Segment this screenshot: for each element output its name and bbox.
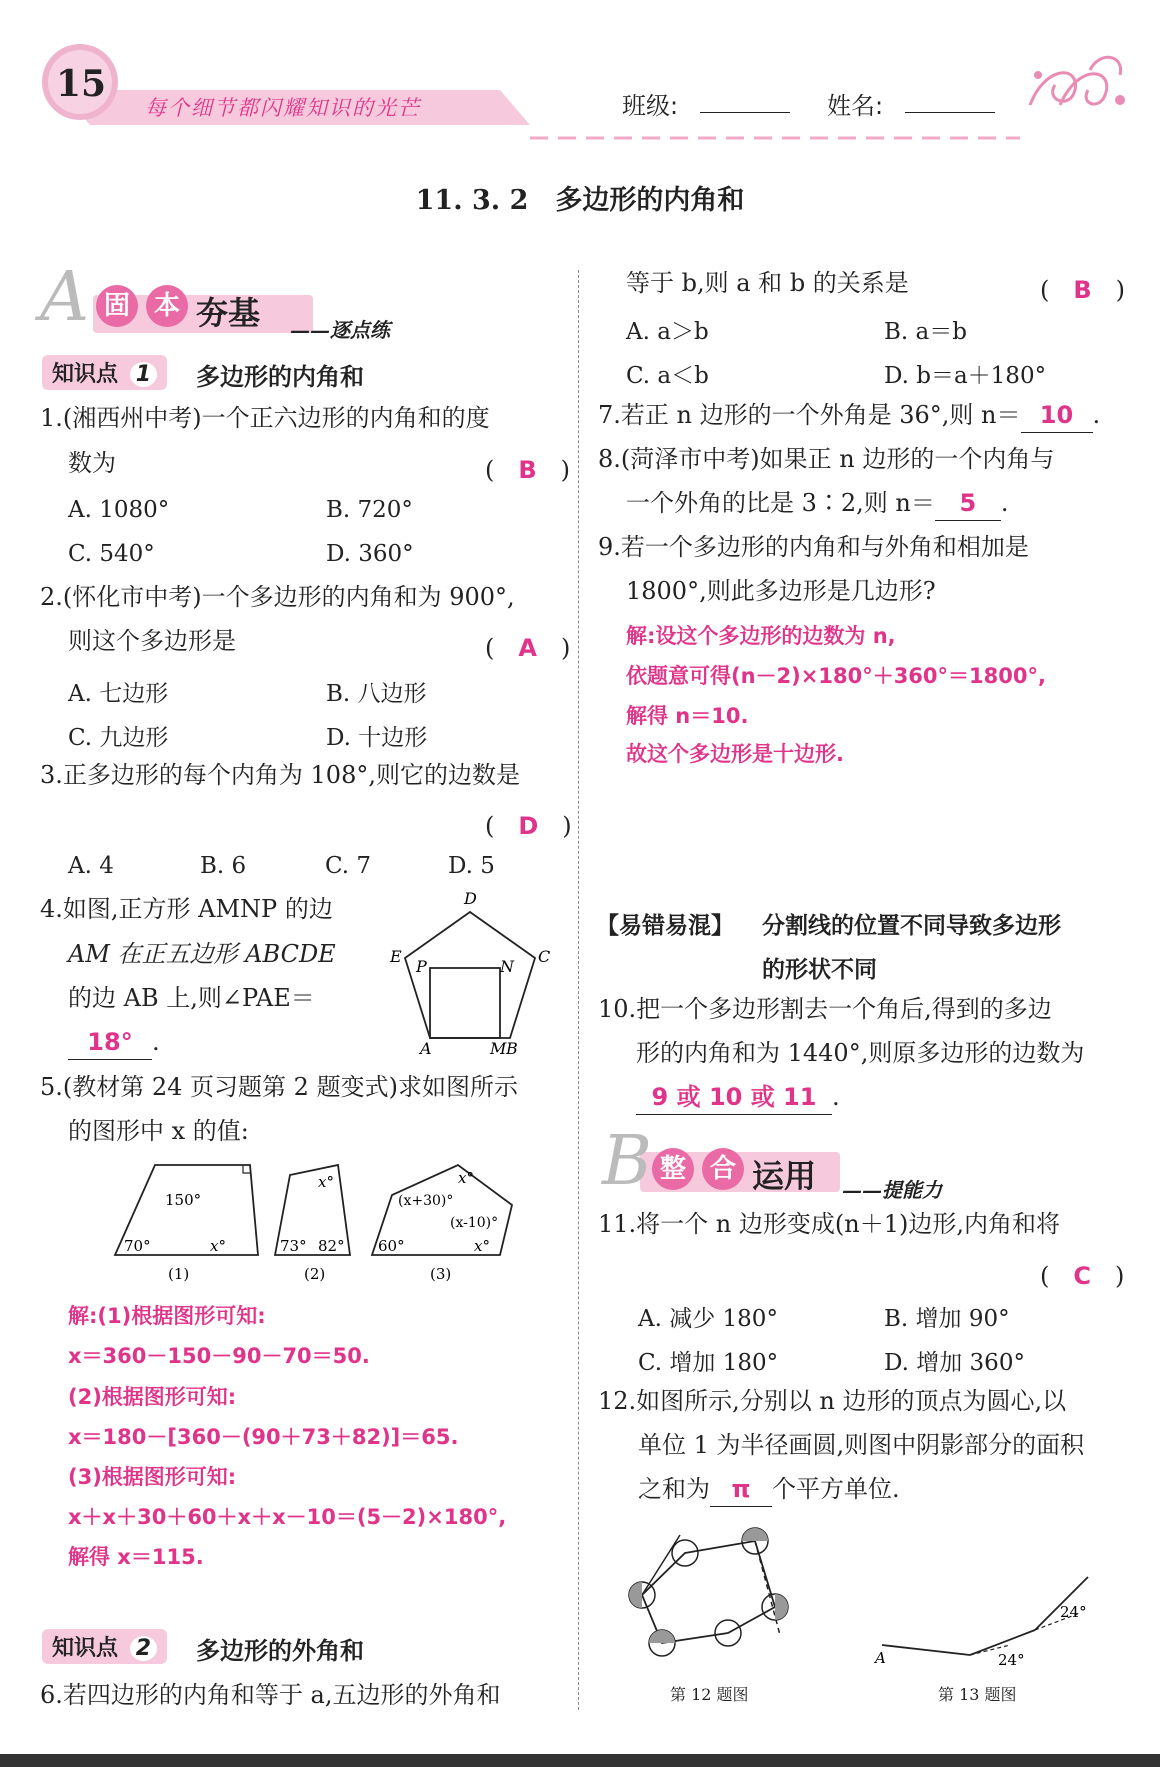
q10-line1: 10.把一个多边形割去一个角后,得到的多边 [598,995,1052,1023]
q11-option-c: C. 增加 180° [638,1350,779,1376]
q12-line1: 12.如图所示,分别以 n 边形的顶点为圆心,以 [598,1387,1067,1415]
fig3-angle-x-top: x° [458,1169,474,1187]
q6-answer: B [1073,276,1092,304]
q9-solution-2: 依题意可得(n－2)×180°＋360°＝1800°, [626,664,1046,688]
q5-line2: 的图形中 x 的值: [68,1117,249,1145]
section-a-subtitle: ——逐点练 [290,318,390,342]
q1-option-a: A. 1080° [68,497,170,523]
fig3-angle-x10: (x-10)° [450,1215,499,1231]
q11-line1: 11.将一个 n 边形变成(n＋1)边形,内角和将 [598,1210,1060,1238]
q3-answer: D [518,812,539,840]
bottom-edge [0,1754,1160,1767]
mistake-tag: 【易错易混】 [596,913,734,939]
section-a-char1: 固 [96,285,138,327]
knowledge-point-2-badge: 知识点 2 [42,1629,167,1664]
q2-option-b: B. 八边形 [326,681,427,707]
q6-option-b: B. a＝b [884,319,967,345]
q4-label-d: D [464,890,477,908]
q1-answer: B [518,456,537,484]
f13-angle-bottom: 24° [998,1651,1025,1669]
q4-label-n: N [500,957,514,976]
section-a-char2: 本 [146,285,188,327]
q8-line1: 8.(菏泽市中考)如果正 n 边形的一个内角与 [598,445,1055,473]
q5-line1: 5.(教材第 24 页习题第 2 题变式)求如图所示 [40,1073,518,1101]
q12-figure-polygon-circles [620,1515,810,1665]
q4-label-p: P [416,957,427,976]
q4-line2: AM 在正五边形 ABCDE [68,940,336,968]
q7-line: 7.若正 n 边形的一个外角是 36°,则 n＝ 10 . [598,398,1100,433]
q3-answer-box: ( D ) [485,812,572,840]
q4-label-m: M [490,1039,507,1055]
fig2-angle-73: 73° [280,1237,307,1255]
q9-solution-4: 故这个多边形是十边形. [626,742,844,766]
q5-solution-4: x＝180－[360－(90＋73＋82)]＝65. [68,1425,459,1449]
q1-answer-box: ( B ) [485,456,571,484]
flourish-icon [1020,45,1135,125]
page-number: 15 [55,63,107,105]
q1-line2: 数为 [68,449,116,477]
q8-line2: 一个外角的比是 3∶2,则 n＝ 5 . [626,486,1009,521]
q6-answer-box: ( B ) [1040,276,1126,304]
q4-label-e: E [390,947,402,966]
q2-line1: 2.(怀化市中考)一个多边形的内角和为 900°, [40,583,515,611]
class-blank[interactable] [700,112,790,113]
mistake-line1: 分割线的位置不同导致多边形 [762,913,1061,939]
knowledge-point-2-title: 多边形的外角和 [196,1637,364,1665]
fig3-caption: (3) [430,1265,452,1283]
q1-option-c: C. 540° [68,541,155,567]
q3-option-c: C. 7 [325,853,372,879]
q5-solution-1: 解:(1)根据图形可知: [68,1304,266,1328]
q5-solution-6: x＋x＋30＋60＋x＋x－10＝(5－2)×180°, [68,1505,507,1529]
q3-option-b: B. 6 [200,853,247,879]
q6-line2: 等于 b,则 a 和 b 的关系是 [626,269,909,297]
section-b-subtitle: ——提能力 [842,1178,942,1202]
q11-option-d: D. 增加 360° [884,1350,1025,1376]
q12-line3: 之和为 π 个平方单位. [638,1472,900,1507]
q12-line2: 单位 1 为半径画圆,则图中阴影部分的面积 [638,1431,1085,1459]
q7-answer[interactable]: 10 [1021,398,1093,433]
q2-option-d: D. 十边形 [326,725,428,751]
q1-option-d: D. 360° [326,541,414,567]
q4-label-c: C [538,947,551,966]
q3-option-a: A. 4 [68,853,114,879]
q9-solution-3: 解得 n＝10. [626,704,749,728]
name-blank[interactable] [905,112,995,113]
q10-answer[interactable]: 9 或 10 或 11 [636,1080,832,1115]
q2-option-c: C. 九边形 [68,725,169,751]
q2-line2: 则这个多边形是 [68,627,236,655]
q4-answer[interactable]: 18° [68,1025,152,1060]
section-b-char2: 合 [702,1148,744,1190]
fig3-angle-x30: (x+30)° [398,1193,454,1209]
q5-solution-5: (3)根据图形可知: [68,1465,237,1489]
q5-solution-3: (2)根据图形可知: [68,1385,237,1409]
fig1-angle-70: 70° [124,1237,151,1255]
q9-solution-1: 解:设这个多边形的边数为 n, [626,624,896,648]
q1-line1: 1.(湘西州中考)一个正六边形的内角和的度 [40,404,490,432]
knowledge-point-1-title: 多边形的内角和 [196,363,364,391]
q2-option-a: A. 七边形 [68,681,169,707]
q5-solution-2: x＝360－150－90－70＝50. [68,1344,370,1368]
column-divider [578,270,579,1710]
header-banner [0,30,1160,140]
q5-figures [110,1155,530,1285]
q6-line1: 6.若四边形的内角和等于 a,五边形的外角和 [40,1681,501,1709]
header-slogan: 每个细节都闪耀知识的光芒 [145,96,421,120]
figure-12-caption: 第 12 题图 [670,1685,749,1704]
q9-line2: 1800°,则此多边形是几边形? [626,577,936,605]
q11-answer-box: ( C ) [1040,1262,1125,1290]
q2-answer: A [518,634,537,662]
q2-answer-box: ( A ) [485,634,571,662]
section-a-title: 夯基 [196,294,261,332]
fig1-angle-x: x° [210,1237,226,1255]
q4-label-b: B [506,1039,518,1055]
q10-answer-line: 9 或 10 或 11 . [636,1080,840,1115]
fig1-angle-150: 150° [165,1191,202,1209]
q3-line1: 3.正多边形的每个内角为 108°,则它的边数是 [40,761,520,789]
q4-line3: 的边 AB 上,则∠PAE＝ [68,984,315,1012]
f13-angle-top: 24° [1060,1603,1087,1621]
section-b-letter: B [602,1122,652,1201]
figure-13-caption: 第 13 题图 [938,1685,1017,1704]
name-label: 姓名: [827,92,884,120]
fig2-angle-82: 82° [318,1237,345,1255]
q10-line2: 形的内角和为 1440°,则原多边形的边数为 [636,1039,1085,1067]
q6-option-a: A. a＞b [626,319,709,345]
q4-line1: 4.如图,正方形 AMNP 的边 [40,895,333,923]
q1-option-b: B. 720° [326,497,413,523]
q4-label-a: A [420,1039,432,1055]
q6-option-d: D. b＝a＋180° [884,363,1047,389]
q11-option-a: A. 减少 180° [638,1306,778,1332]
page-title: 11. 3. 2 多边形的内角和 [415,185,745,216]
mistake-line2: 的形状不同 [762,957,877,983]
q6-option-c: C. a＜b [626,363,709,389]
q9-line1: 9.若一个多边形的内角和与外角和相加是 [598,533,1029,561]
q8-answer[interactable]: 5 [935,486,1001,521]
knowledge-point-1-badge: 知识点 1 [42,355,167,390]
section-b-char1: 整 [652,1148,694,1190]
f13-label-a: A [875,1649,886,1667]
q13-figure-angles [870,1565,1090,1675]
section-a-letter: A [40,258,90,337]
fig3-angle-60: 60° [378,1237,405,1255]
fig1-caption: (1) [168,1265,190,1283]
q4-answer-line: 18° . [68,1025,160,1060]
fig2-caption: (2) [304,1265,326,1283]
q11-option-b: B. 增加 90° [884,1306,1010,1332]
q4-figure-pentagon [380,890,560,1055]
q12-answer[interactable]: π [710,1472,772,1507]
class-label: 班级: [622,92,679,120]
q11-answer: C [1073,1262,1091,1290]
fig3-angle-x-bottom: x° [474,1237,490,1255]
q3-option-d: D. 5 [448,853,495,879]
fig2-angle-x: x° [318,1173,334,1191]
q5-solution-7: 解得 x＝115. [68,1545,204,1569]
section-b-title: 运用 [752,1157,817,1195]
